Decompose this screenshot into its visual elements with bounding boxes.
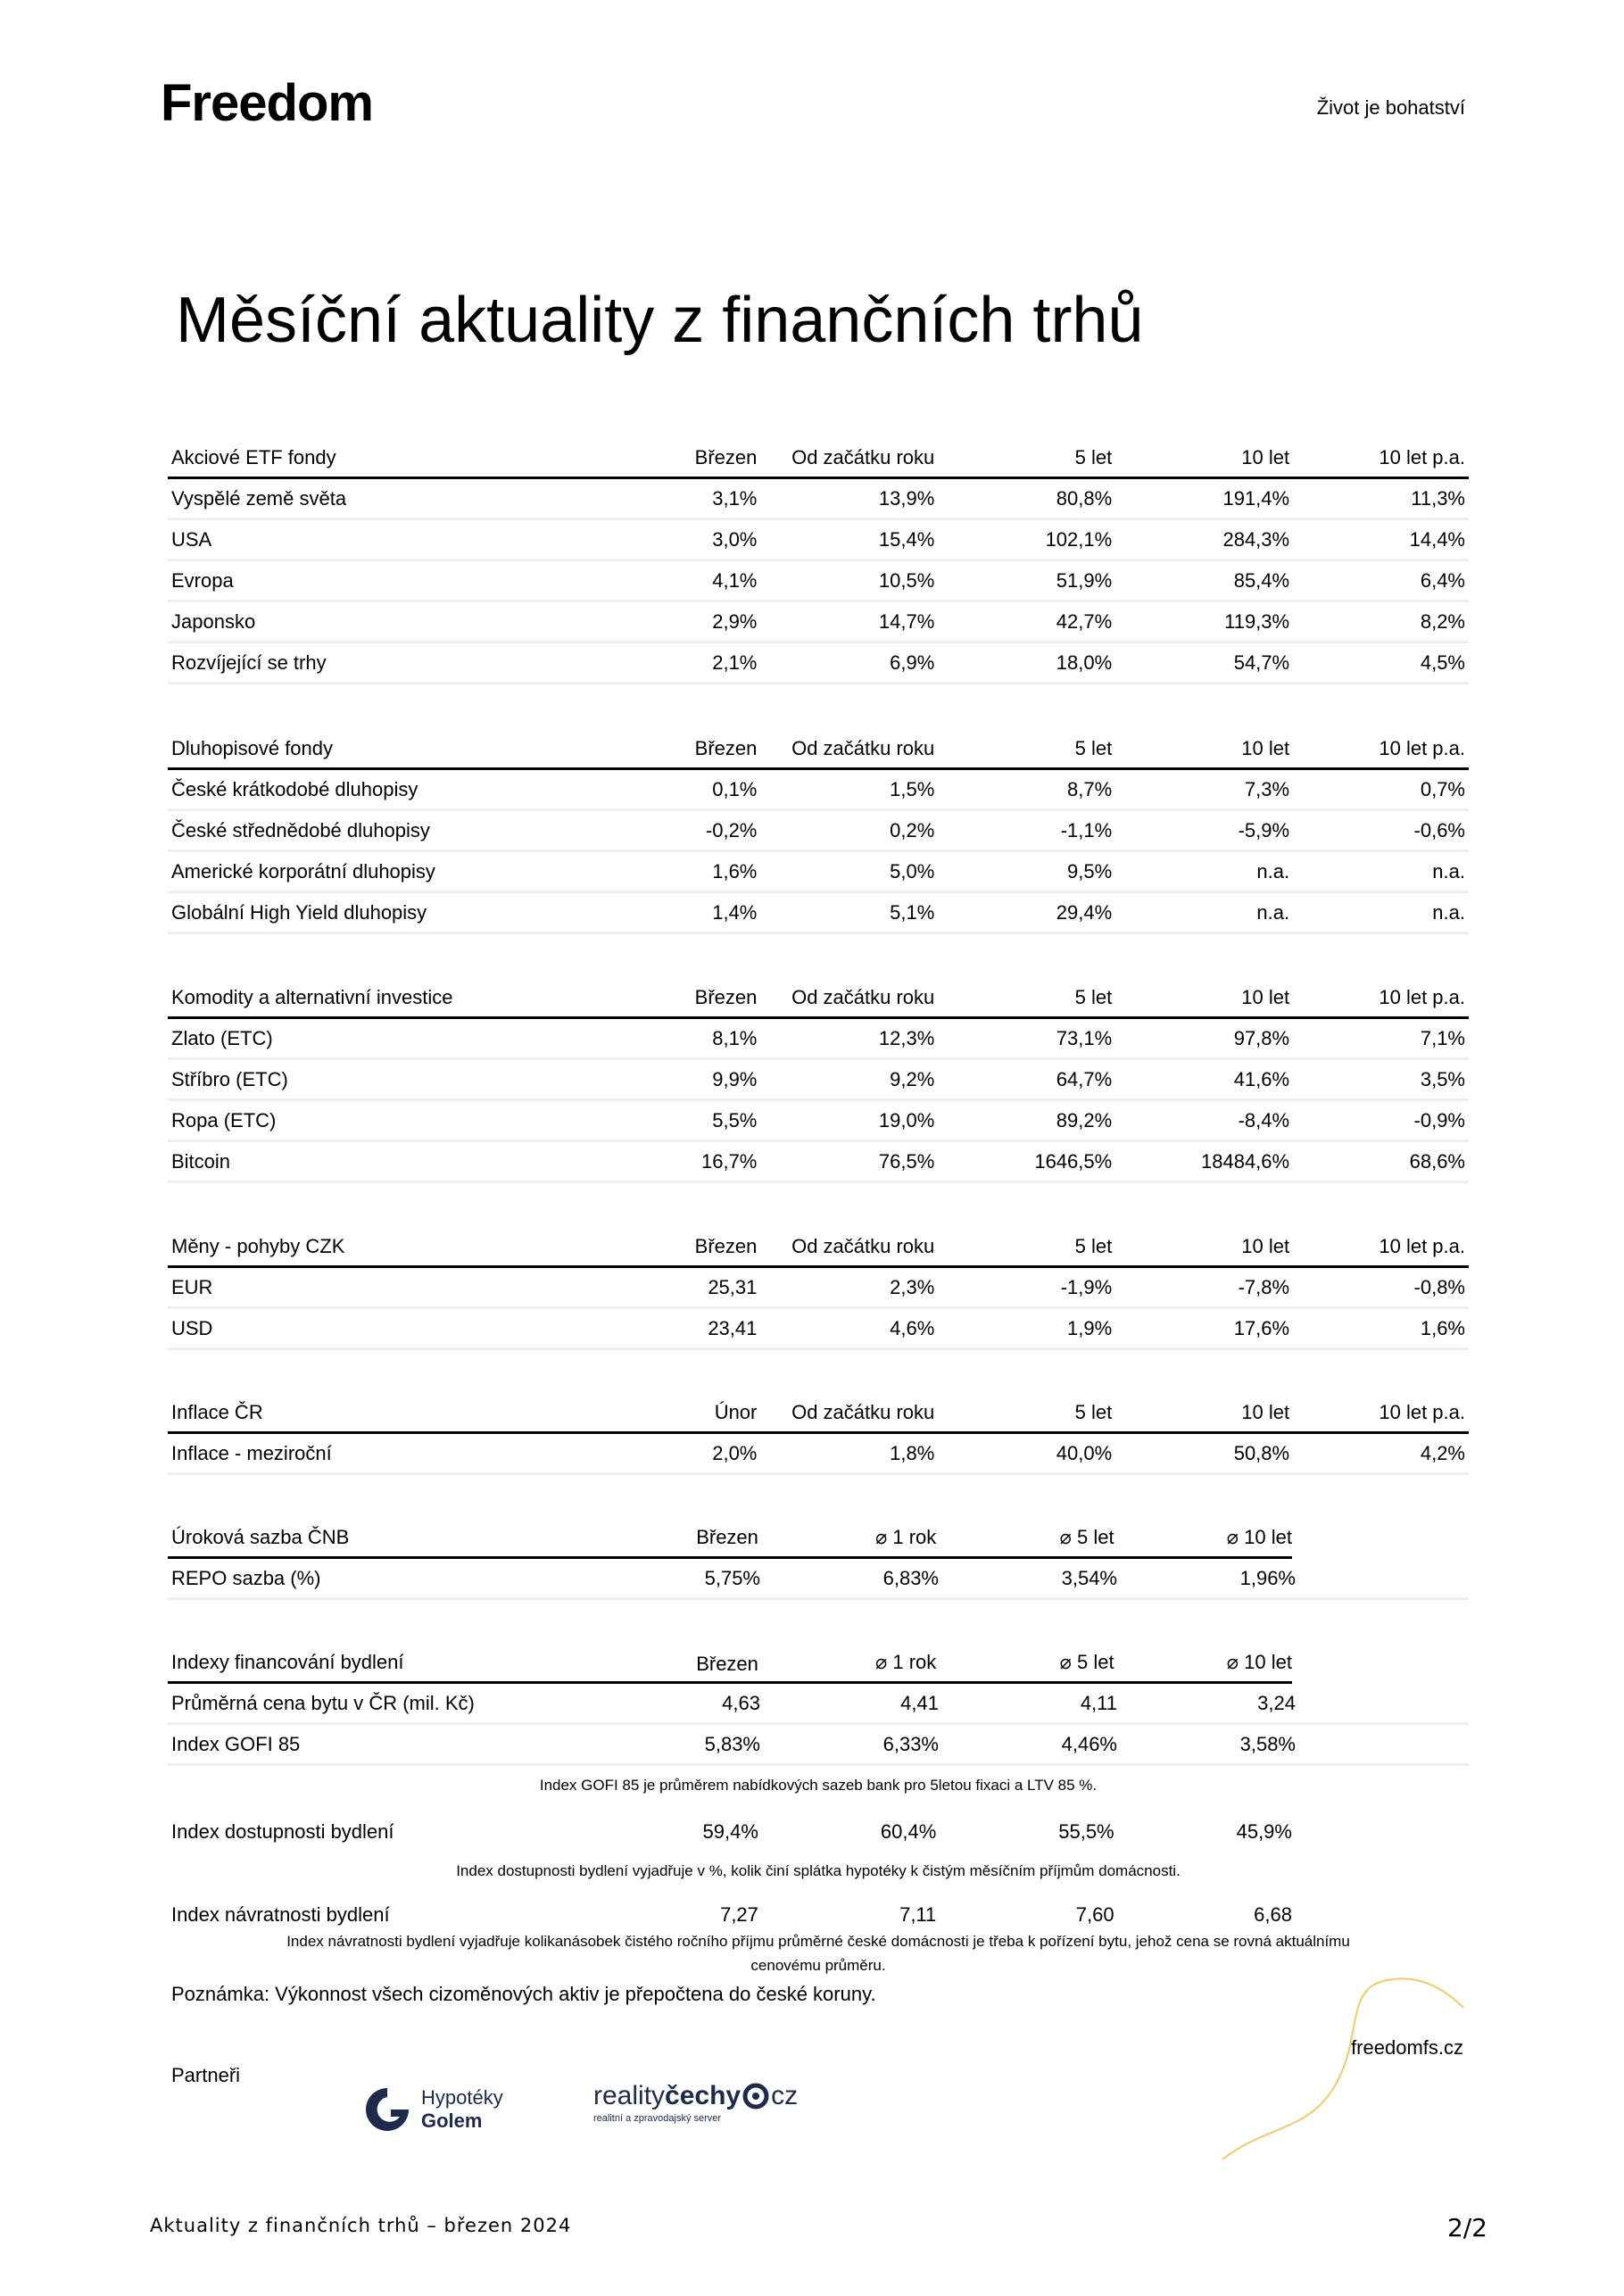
cell: -5,9% [1238,818,1290,841]
table-row [168,643,1469,684]
freedom-logo: Freedom [161,74,373,132]
partner2-part1: reality [593,2081,666,2110]
header-cell: 5 let [1074,445,1113,468]
cell: 3,1% [712,486,758,510]
cell: 9,9% [712,1067,758,1090]
table-row [168,602,1469,643]
cell: 7,3% [1244,777,1290,800]
cell: 7,60 [1075,1903,1114,1926]
header-cell: Inflace ČR [171,1400,263,1423]
cell: 6,83% [882,1566,939,1589]
cell: 25,31 [708,1275,758,1298]
cell: 9,2% [890,1067,935,1090]
cell: EUR [171,1275,213,1298]
header-cell: Březen [694,445,758,468]
cnb-rate-table [168,1518,1469,1600]
cell: 8,1% [712,1026,758,1049]
cell: 5,0% [890,859,935,883]
header-cell: Březen [694,1234,758,1257]
cell: 23,41 [708,1316,758,1339]
housing-table [168,1643,1469,1766]
footer-title: Aktuality z finančních trhů – březen 2024 [150,2215,572,2236]
header-cell: Měny - pohyby CZK [171,1234,345,1257]
header-cell: Od začátku roku [791,736,935,759]
header-cell: Úroková sazba ČNB [171,1525,350,1548]
header-cell: Březen [694,736,758,759]
cell: 6,9% [890,651,935,674]
header-cell: ⌀ 5 let [1059,1525,1114,1548]
cell: 18484,6% [1201,1149,1290,1173]
cell: 10,5% [878,568,935,592]
cell: 12,3% [878,1026,935,1049]
table-row [168,561,1469,602]
target-icon [742,2083,769,2110]
gofi-note: Index GOFI 85 je průměrem nabídkových sazeb bank pro 5letou fixaci a LTV 85 %. [539,1777,1098,1794]
page-title: Měsíční aktuality z finančních trhů [176,285,1144,356]
header-cell: ⌀ 5 let [1059,1650,1114,1673]
header-cell: Akciové ETF fondy [171,445,336,468]
cell: 6,4% [1420,568,1465,592]
table-row [168,1559,1469,1600]
table-row [168,770,1469,811]
header-cell: 10 let p.a. [1379,985,1465,1008]
hypoteky-golem-logo [364,2086,503,2133]
header-cell: 5 let [1074,1400,1113,1423]
cell: 15,4% [878,527,935,551]
cell: Průměrná cena bytu v ČR (mil. Kč) [171,1691,475,1714]
header-cell: 10 let p.a. [1379,1400,1465,1423]
cell: 4,2% [1420,1441,1465,1464]
cell: 5,83% [704,1732,760,1755]
cell: 17,6% [1233,1316,1290,1339]
cell: 18,0% [1056,651,1113,674]
header-cell: Dluhopisové fondy [171,736,334,759]
table-row [168,1060,1469,1101]
tagline: Život je bohatství [1316,96,1465,119]
cell: České krátkodobé dluhopisy [171,777,418,800]
table-header [168,978,1469,1019]
cell: -0,9% [1413,1108,1465,1131]
cell: 29,4% [1056,900,1113,924]
header-cell: Od začátku roku [791,1234,935,1257]
cell: 3,0% [712,527,758,551]
table-row [168,1019,1469,1060]
cell: 4,1% [712,568,758,592]
cell: 60,4% [880,1820,937,1843]
partner2-part3: cz [771,2081,799,2110]
cell: 4,5% [1420,651,1465,674]
page-number: 2/2 [1446,2213,1487,2242]
table-row [168,1309,1469,1350]
partner2-sub: realitní a zpravodajský server [593,2113,722,2124]
header-cell: 10 let p.a. [1379,445,1465,468]
affordability-row [168,1820,1292,1844]
cell: -0,2% [705,818,758,841]
cell: Index dostupnosti bydlení [171,1820,394,1843]
cell: 14,4% [1409,527,1465,551]
table-row [168,1725,1469,1766]
cell: Bitcoin [171,1149,231,1173]
header-cell: Od začátku roku [791,1400,935,1423]
cell: 3,58% [1239,1732,1296,1755]
realitycechy-logo [593,2081,798,2124]
header-cell: ⌀ 1 rok [874,1525,937,1548]
golem-mark-icon [364,2086,410,2133]
header-cell: Komodity a alternativní investice [171,985,453,1008]
table-row [168,893,1469,934]
cell: 5,75% [704,1566,760,1589]
header-cell: Březen [694,985,758,1008]
table-header [168,1227,1469,1268]
table-row [168,1142,1469,1183]
bonds-table [168,729,1469,934]
header-cell: 10 let p.a. [1379,1234,1465,1257]
cell: 2,9% [712,609,758,633]
return-note-line1: Index návratnosti bydlení vyjadřuje kolikanásobek čistého ročního příjmu průměrné české domácnosti je třeba k pořízení bytu, jehož cena se rovná aktuálnímu [286,1933,1350,1950]
etf-table [168,438,1469,684]
cell: 76,5% [878,1149,935,1173]
affordability-note: Index dostupnosti bydlení vyjadřuje v %, kolik činí splátka hypotéky k čistým měsíčním příjmům domácnosti. [456,1862,1181,1879]
cell: -0,8% [1413,1275,1465,1298]
partner2-part2: čechy [665,2081,742,2110]
cell: 59,4% [702,1820,758,1843]
cell: 4,41 [900,1691,939,1714]
header-cell: 5 let [1074,985,1113,1008]
cell: 4,11 [1080,1691,1117,1714]
cell: 9,5% [1067,859,1113,883]
partner1-line1: Hypotéky [421,2086,503,2109]
table-header [168,1393,1469,1434]
cell: Index návratnosti bydlení [171,1903,390,1926]
header-cell: 10 let [1241,985,1290,1008]
cell: Zlato (ETC) [171,1026,273,1049]
cell: Vyspělé země světa [171,486,347,510]
header-cell: Březen [696,1525,758,1548]
header-cell: 10 let p.a. [1379,736,1465,759]
website-link[interactable]: freedomfs.cz [1351,2036,1463,2059]
cell: 3,5% [1420,1067,1465,1090]
cell: 55,5% [1058,1820,1114,1843]
cell: USD [171,1316,213,1339]
cell: n.a. [1256,859,1290,883]
cell: 7,11 [899,1903,937,1926]
cell: 40,0% [1056,1441,1113,1464]
header-cell: ⌀ 10 let [1226,1525,1292,1548]
cell: 50,8% [1233,1441,1290,1464]
cell: Americké korporátní dluhopisy [171,859,435,883]
cell: 1646,5% [1034,1149,1113,1173]
partners-label: Partneři [171,2064,241,2086]
cell: 42,7% [1056,609,1113,633]
cell: 0,1% [712,777,758,800]
cell: 4,46% [1061,1732,1117,1755]
cell: Stříbro (ETC) [171,1067,288,1090]
partner1-line2: Golem [421,2110,483,2132]
cell: 19,0% [878,1108,935,1131]
header-cell: 5 let [1074,736,1113,759]
cell: Inflace - meziroční [171,1441,332,1464]
cell: 4,63 [722,1691,760,1714]
table-row [168,1268,1469,1309]
cell: 11,3% [1411,486,1465,510]
return-row [168,1903,1292,1927]
cell: 41,6% [1233,1067,1290,1090]
cell: 1,96% [1239,1566,1296,1589]
commodities-table [168,978,1469,1183]
cell: REPO sazba (%) [171,1566,321,1589]
header-cell: ⌀ 1 rok [874,1650,937,1673]
cell: -0,6% [1413,818,1465,841]
cell: 102,1% [1045,527,1113,551]
cell: 5,1% [890,900,935,924]
header-cell: 10 let [1241,736,1290,759]
cell: 0,7% [1420,777,1465,800]
header-cell: 10 let [1241,1400,1290,1423]
cell: 5,5% [712,1108,758,1131]
header-cell: Březen [696,1652,758,1675]
cell: 6,68 [1254,1903,1292,1926]
cell: 1,4% [712,900,758,924]
cell: 284,3% [1222,527,1290,551]
cell: 1,6% [1420,1316,1465,1339]
header-cell: Od začátku roku [791,985,935,1008]
decorative-swoosh [1205,1972,1472,2168]
cell: Index GOFI 85 [171,1732,301,1755]
header-cell: Od začátku roku [791,445,935,468]
cell: -7,8% [1238,1275,1290,1298]
cell: 7,1% [1420,1026,1465,1049]
header-cell: 10 let [1241,1234,1290,1257]
cell: 85,4% [1233,568,1290,592]
cell: Globální High Yield dluhopisy [171,900,427,924]
header-cell: 10 let [1241,445,1290,468]
cell: 1,6% [712,859,758,883]
return-note-line2: cenovému průměru. [750,1957,886,1974]
cell: 13,9% [878,486,935,510]
table-header [168,1518,1292,1559]
cell: 68,6% [1409,1149,1465,1173]
cell: 3,24 [1257,1691,1296,1714]
cell: 73,1% [1056,1026,1113,1049]
cell: n.a. [1256,900,1290,924]
currency-note: Poznámka: Výkonnost všech cizoměnových aktiv je přepočtena do české koruny. [171,1983,876,2005]
cell: 2,3% [890,1275,935,1298]
cell: 6,33% [882,1732,939,1755]
cell: n.a. [1432,900,1465,924]
cell: 191,4% [1222,486,1290,510]
table-row [168,479,1469,520]
cell: 97,8% [1233,1026,1290,1049]
table-row [168,1101,1469,1142]
table-header [168,438,1469,479]
cell: -1,9% [1060,1275,1113,1298]
cell: 1,8% [890,1441,935,1464]
cell: -1,1% [1060,818,1113,841]
cell: 0,2% [890,818,935,841]
cell: USA [171,527,212,551]
cell: 3,54% [1061,1566,1117,1589]
cell: 2,1% [712,651,758,674]
cell: České střednědobé dluhopisy [171,818,430,841]
cell: 4,6% [890,1316,935,1339]
cell: -8,4% [1238,1108,1290,1131]
cell: 8,2% [1420,609,1465,633]
cell: Evropa [171,568,234,592]
table-header [168,1643,1292,1684]
table-row [168,1434,1469,1475]
cell: 7,27 [720,1903,758,1926]
cell: 1,9% [1067,1316,1113,1339]
cell: 51,9% [1056,568,1113,592]
cell: Ropa (ETC) [171,1108,277,1131]
cell: 14,7% [878,609,935,633]
header-cell: Únor [714,1400,758,1423]
header-cell: ⌀ 10 let [1226,1650,1292,1673]
currencies-table [168,1227,1469,1350]
cell: 1,5% [890,777,935,800]
cell: Japonsko [171,609,256,633]
cell: n.a. [1432,859,1465,883]
cell: Rozvíjející se trhy [171,651,327,674]
header-cell: 5 let [1074,1234,1113,1257]
table-row [168,811,1469,852]
cell: 64,7% [1056,1067,1113,1090]
inflation-table [168,1393,1469,1475]
table-row [168,520,1469,561]
cell: 80,8% [1056,486,1113,510]
cell: 16,7% [700,1149,758,1173]
cell: 119,3% [1224,609,1290,633]
table-header [168,729,1469,770]
table-row [168,1684,1469,1725]
header-cell: Indexy financování bydlení [171,1650,404,1673]
cell: 2,0% [712,1441,758,1464]
table-row [168,852,1469,893]
cell: 8,7% [1067,777,1113,800]
cell: 45,9% [1236,1820,1292,1843]
cell: 89,2% [1056,1108,1113,1131]
cell: 54,7% [1233,651,1290,674]
